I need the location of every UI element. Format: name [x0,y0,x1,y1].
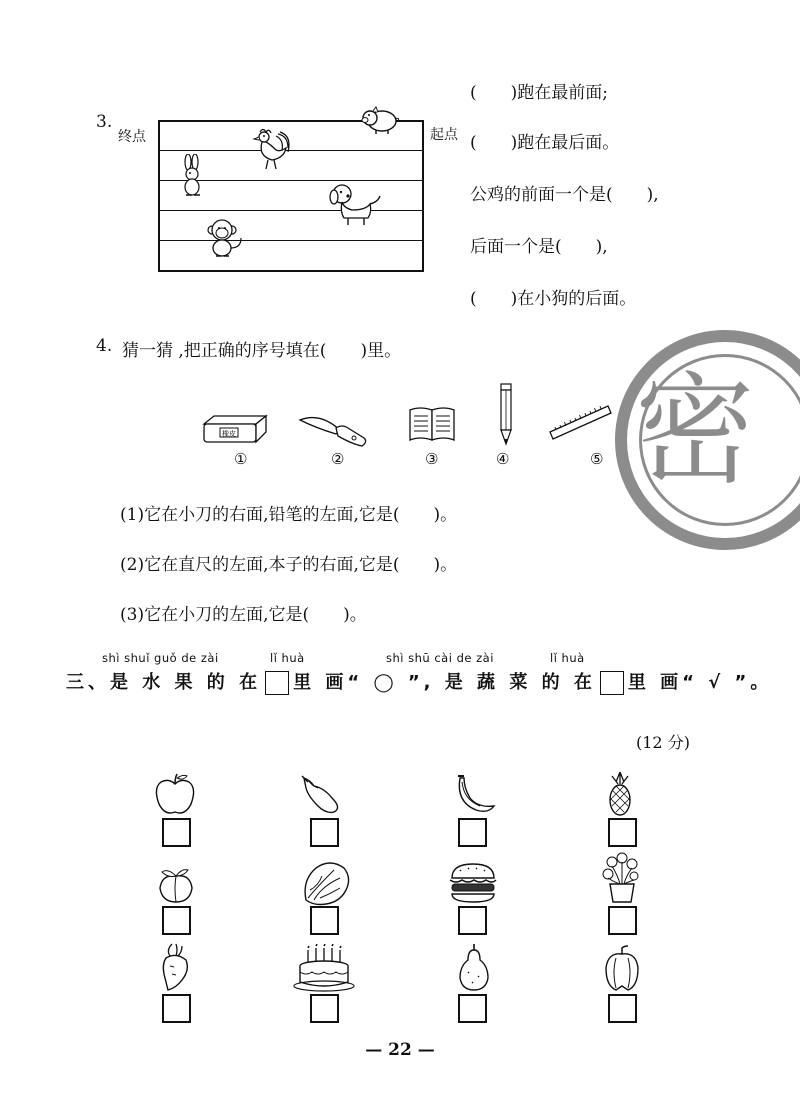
answer-box-radish[interactable] [162,994,191,1023]
answer-box-cake[interactable] [310,994,339,1023]
birthday-cake-icon [292,944,356,994]
q4-item-2: (2)它在直尺的左面,本子的右面,它是( )。 [120,555,458,575]
pear-icon [456,942,492,992]
question-4-prompt: 猜一猜 ,把正确的序号填在( )里。 [122,341,402,361]
page-number: — 22 — [365,1040,435,1060]
finish-label: 终点 [118,129,146,145]
answer-box-hamburger[interactable] [458,906,487,935]
label-4: ④ [496,450,510,468]
label-3: ③ [425,450,439,468]
answer-box-peach[interactable] [162,906,191,935]
notebook-icon [406,404,458,444]
cabbage-icon [300,860,352,906]
bell-pepper-icon [602,944,642,992]
heading-part-2: 里 画“ ◯ ”, 是 蔬 菜 的 在 [293,672,596,693]
eraser-label: 橡皮 [222,430,236,438]
label-1: ① [234,450,248,468]
pinyin-4: lǐ huà [550,651,585,665]
q3-line-1: ( )跑在最前面; [470,83,608,103]
dog-icon [328,182,384,228]
q4-item-3: (3)它在小刀的左面,它是( )。 [120,605,367,625]
pig-icon [360,104,400,136]
heading-part-3: 里 画“ √ ”。 [627,672,773,693]
section-3-score: (12 分) [636,733,690,752]
q3-line-3: 公鸡的前面一个是( ), [470,185,659,205]
eggplant-icon [300,774,350,816]
apple-icon [154,772,196,816]
radish-icon [158,942,192,992]
confidential-stamp [615,330,800,550]
answer-box-banana[interactable] [458,818,487,847]
q3-line-4: 后面一个是( ), [470,237,608,257]
pinyin-2: lǐ huà [270,651,305,665]
peach-icon [156,866,196,904]
hamburger-icon [448,862,498,904]
answer-box-pear[interactable] [458,994,487,1023]
ruler-icon [548,402,612,442]
pencil-icon [494,382,518,448]
answer-box-cabbage[interactable] [310,906,339,935]
heading-part-1: 三、是 水 果 的 在 [66,672,262,693]
pinyin-1: shì shuǐ guǒ de zài [102,651,219,665]
pineapple-icon [604,770,636,818]
answer-box-eggplant[interactable] [310,818,339,847]
answer-box-pepper[interactable] [608,994,637,1023]
pinyin-3: shì shū cài de zài [386,651,494,665]
knife-icon [296,412,370,448]
banana-icon [452,774,496,816]
q3-line-5: ( )在小狗的后面。 [470,289,637,309]
lane-line [160,240,422,241]
question-4-number: 4. [96,336,113,356]
flower-pot-icon [600,852,644,906]
eraser-icon [198,412,270,446]
answer-box-flower[interactable] [608,906,637,935]
q3-line-2: ( )跑在最后面。 [470,133,620,153]
stamp-character: 密 [635,362,755,501]
q4-item-1: (1)它在小刀的右面,铅笔的左面,它是( )。 [120,505,458,525]
question-3-number: 3. [96,112,113,132]
heading-box-1 [265,671,289,695]
section-3-heading [66,668,772,695]
answer-box-apple[interactable] [162,818,191,847]
rooster-icon [250,126,292,172]
label-5: ⑤ [590,450,604,468]
heading-box-2 [600,671,624,695]
answer-box-pineapple[interactable] [608,818,637,847]
start-label: 起点 [430,127,458,143]
monkey-icon [206,218,244,260]
label-2: ② [331,450,345,468]
rabbit-icon [178,154,206,200]
